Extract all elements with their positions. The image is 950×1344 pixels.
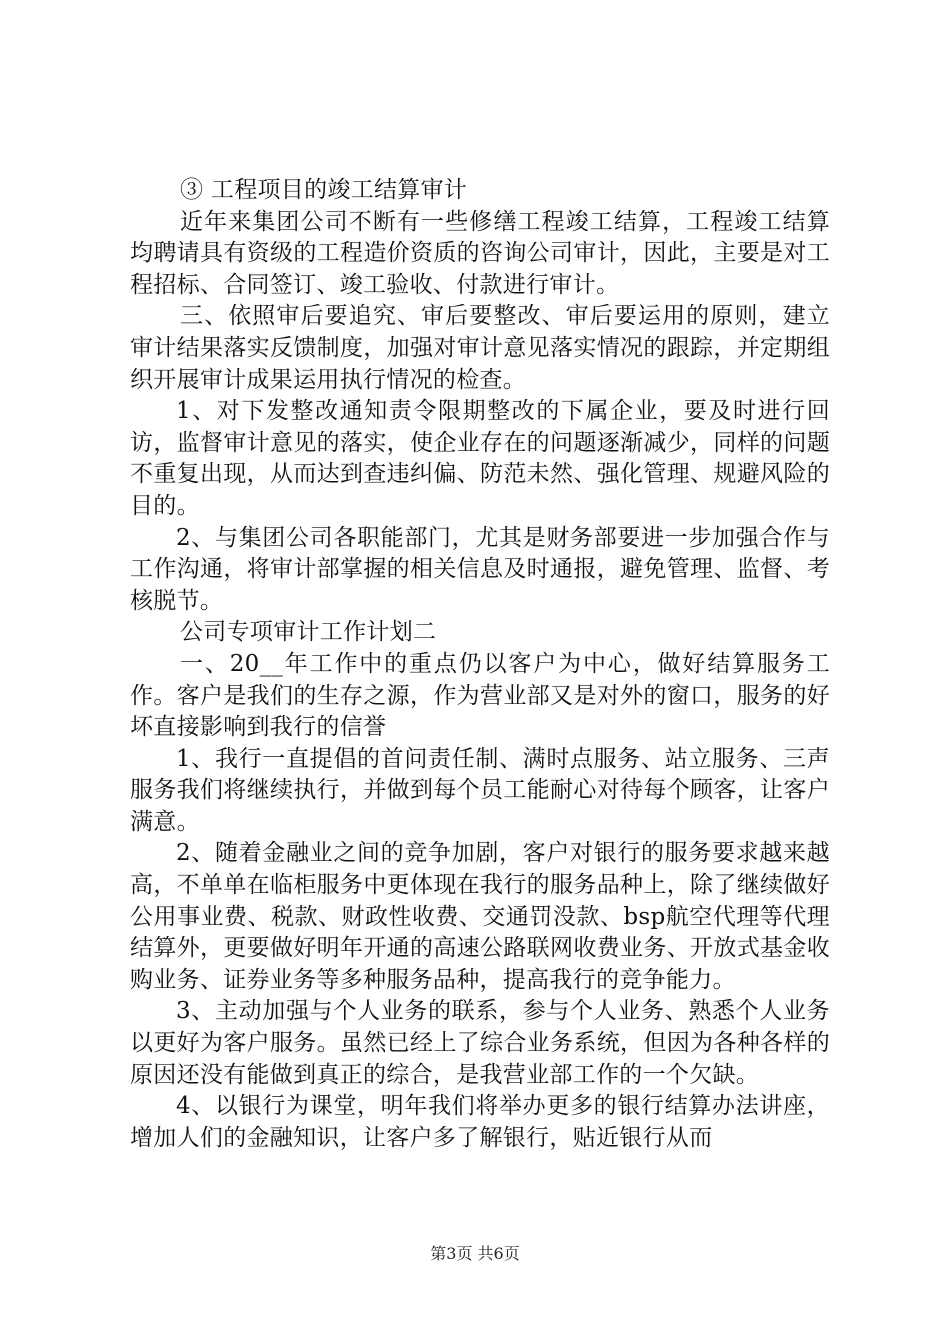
paragraph-service-2: 2、随着金融业之间的竞争加剧，客户对银行的服务要求越来越高，不单单在临柜服务中更体现在我行的服务品种上，除了继续做好公用事业费、税款、财政性收费、交通罚没款、bsp航空代理等代理结算外，更要做好明年开通的高速公路联网收费业务、开放式基金收购业务、证券业务等多种服务品种，提高我行的竞争能力。 [130, 840, 830, 993]
paragraph-service-1: 1、我行一直提倡的首问责任制、满时点服务、站立服务、三声服务我们将继续执行，并做到每个员工能耐心对待每个顾客，让客户满意。 [130, 745, 830, 835]
page-footer: 第3页 共6页 [430, 1244, 520, 1263]
paragraph-item-2: 2、与集团公司各职能部门，尤其是财务部要进一步加强合作与工作沟通，将审计部掌握的相关信息及时通报，避免管理、监督、考核脱节。 [130, 524, 830, 614]
section-heading-plan-two: 公司专项审计工作计划二 [180, 619, 437, 646]
paragraph-item-1: 1、对下发整改通知责令限期整改的下属企业，要及时进行回访，监督审计意见的落实，使企业存在的问题逐渐减少，同样的问题不重复出现，从而达到查违纠偏、防范未然、强化管理、规避风险的目的。 [130, 398, 830, 519]
section-heading-completion-audit: ③ 工程项目的竣工结算审计 [180, 177, 468, 203]
paragraph-service-3: 3、主动加强与个人业务的联系，参与个人业务、熟悉个人业务以更好为客户服务。虽然已经上了综合业务系统，但因为各种各样的原因还没有能做到真正的综合，是我营业部工作的一个欠缺。 [130, 998, 830, 1088]
paragraph-principle-three: 三、依照审后要追究、审后要整改、审后要运用的原则，建立审计结果落实反馈制度，加强对审计意见落实情况的跟踪，并定期组织开展审计成果运用执行情况的检查。 [130, 303, 830, 393]
document-body [130, 175, 830, 1154]
paragraph-completion-audit: 近年来集团公司不断有一些修缮工程竣工结算，工程竣工结算均聘请具有资级的工程造价资质的咨询公司审计，因此，主要是对工程招标、合同签订、竣工验收、付款进行审计。 [130, 208, 830, 298]
paragraph-service-4: 4、以银行为课堂，明年我们将举办更多的银行结算办法讲座，增加人们的金融知识，让客户多了解银行，贴近银行从而 [130, 1093, 830, 1151]
paragraph-plan-one: 一、20__年工作中的重点仍以客户为中心，做好结算服务工作。客户是我们的生存之源，作为营业部又是对外的窗口，服务的好坏直接影响到我行的信誉 [130, 650, 830, 741]
